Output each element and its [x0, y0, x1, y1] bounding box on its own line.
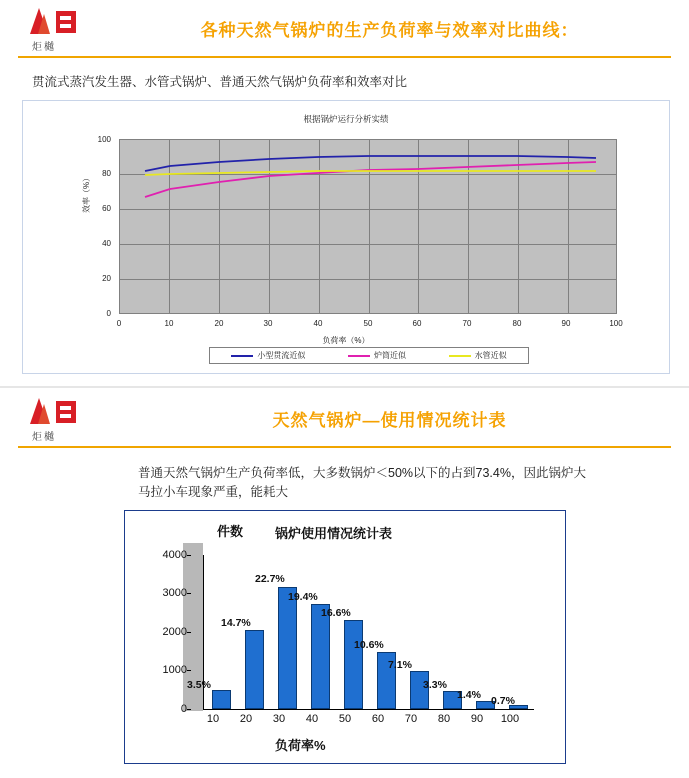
legend-item [348, 350, 406, 361]
company-logo [22, 398, 90, 446]
line-chart-ytick: 80 [102, 169, 111, 178]
line-chart-ylabel: 效率（%） [82, 173, 91, 213]
legend-label: 水管近似 [474, 351, 507, 360]
line-chart-xtick: 0 [116, 319, 122, 328]
bar-value-label: 19.4% [288, 591, 318, 603]
line-chart-series-svg [120, 140, 616, 313]
slide1-header [0, 0, 689, 64]
bar-chart-xtick: 100 [500, 713, 520, 725]
line-chart-ytick: 100 [97, 135, 111, 144]
logo-text: 炬樾 [32, 432, 56, 443]
bar [278, 587, 297, 709]
bar-chart-ytick: 4000 [153, 549, 187, 561]
logo-text: 炬樾 [32, 42, 56, 53]
line-chart-xtick: 80 [512, 319, 522, 328]
slide2-description: 普通天然气锅炉生产负荷率低，大多数锅炉＜50%以下的占到73.4%，因此锅炉大马拉小车现象严重，能耗大 [138, 466, 586, 500]
bar-value-label: 22.7% [255, 573, 285, 585]
bar-chart-xtick: 40 [305, 713, 319, 725]
bar-chart-ylabel: 件数 [217, 524, 244, 539]
bar-chart-panel [124, 510, 566, 764]
bar [344, 620, 363, 709]
company-logo [22, 8, 90, 56]
bar-value-label: 3.5% [187, 679, 211, 691]
bar-chart-xtick: 90 [470, 713, 484, 725]
line-chart-legend [209, 347, 529, 364]
legend-swatch-icon [348, 355, 370, 357]
bar [311, 604, 330, 709]
legend-label: 小型贯流近似 [257, 351, 306, 360]
page-title: 天然气锅炉—使用情况统计表 [272, 411, 507, 430]
bar-value-label: 0.7% [491, 695, 515, 707]
bar-chart-title: 锅炉使用情况统计表 [275, 526, 393, 541]
bar-chart-xtick: 60 [371, 713, 385, 725]
slide-usage-statistics [0, 390, 689, 778]
bar-chart-ytick: 2000 [153, 626, 187, 638]
legend-swatch-icon [231, 355, 253, 357]
line-chart-xtick: 30 [263, 319, 273, 328]
slide1-subtitle: 贯流式蒸汽发生器、水管式锅炉、普通天然气锅炉负荷率和效率对比 [32, 75, 408, 89]
bar-value-label: 7.1% [388, 659, 412, 671]
legend-swatch-icon [449, 355, 471, 357]
slide-boiler-efficiency [0, 0, 689, 388]
bar [245, 630, 264, 709]
line-chart-xtick: 40 [313, 319, 323, 328]
line-chart-xtick: 20 [214, 319, 224, 328]
line-chart-ytick: 20 [102, 274, 111, 283]
bar-chart-plot-area [203, 555, 534, 710]
bar-value-label: 3.3% [423, 679, 447, 691]
flame-logo-icon [22, 8, 88, 38]
bar-chart-xtick: 70 [404, 713, 418, 725]
bar-chart-xlabel: 负荷率% [275, 738, 326, 753]
line-chart-title: 根据锅炉运行分析实绩 [303, 114, 389, 124]
bar-value-label: 14.7% [221, 617, 251, 629]
bar-chart-xtick: 30 [272, 713, 286, 725]
line-chart-panel [22, 100, 670, 374]
header-divider [18, 56, 671, 58]
bar-chart-xtick: 20 [239, 713, 253, 725]
slide2-header [0, 390, 689, 454]
legend-item [449, 350, 507, 361]
line-chart-xtick: 60 [412, 319, 422, 328]
line-chart-xtick: 90 [561, 319, 571, 328]
bar-chart-xtick: 10 [206, 713, 220, 725]
bar-value-label: 10.6% [354, 639, 384, 651]
bar-value-label: 16.6% [321, 607, 351, 619]
line-chart-ytick: 0 [106, 309, 111, 318]
legend-item [231, 350, 305, 361]
line-chart-plot-area [119, 139, 617, 314]
line-chart-xtick: 10 [164, 319, 174, 328]
bar [212, 690, 231, 709]
line-chart-xtick: 70 [462, 319, 472, 328]
line-chart-xtick: 50 [363, 319, 373, 328]
line-chart-xlabel: 负荷率（%） [322, 336, 370, 345]
bar-chart-xtick: 80 [437, 713, 451, 725]
bar-chart-xtick: 50 [338, 713, 352, 725]
line-chart-ytick: 40 [102, 239, 111, 248]
legend-label: 炉筒近似 [373, 351, 406, 360]
bar-chart-ytick: 0 [153, 703, 187, 715]
line-chart-ytick: 60 [102, 204, 111, 213]
flame-logo-icon [22, 398, 88, 428]
bar-value-label: 1.4% [457, 689, 481, 701]
bar-chart-ytick: 1000 [153, 664, 187, 676]
line-chart-xtick: 100 [609, 319, 623, 328]
page-title: 各种天然气锅炉的生产负荷率与效率对比曲线： [200, 21, 579, 40]
bar-chart-ytick: 3000 [153, 587, 187, 599]
header-divider [18, 446, 671, 448]
